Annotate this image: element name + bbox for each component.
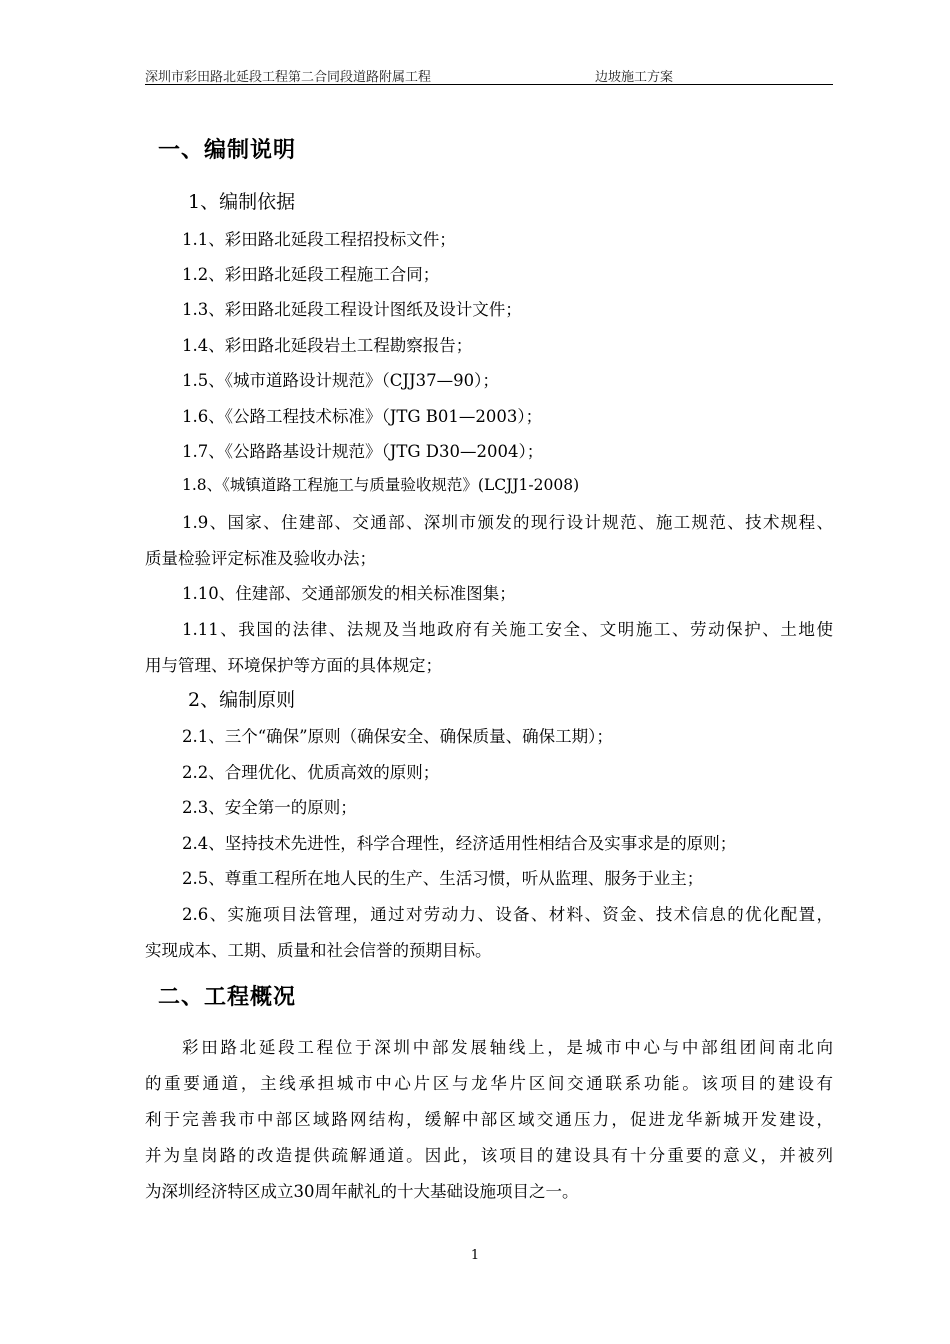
principle-item-4: 2.4、坚持技术先进性，科学合理性，经济适用性相结合及实事求是的原则； [182,834,737,853]
principle-item-6-line-1: 2.6、实施项目法管理，通过对劳动力、设备、材料、资金、技术信息的优化配置， [182,905,833,924]
principle-item-5: 2.5、尊重工程所在地人民的生产、生活习惯，听从监理、服务于业主； [182,869,704,888]
overview-paragraph-line-5: 为深圳经济特区成立30周年献礼的十大基础设施项目之一。 [145,1182,579,1201]
basis-item-4: 1.4、彩田路北延段岩土工程勘察报告； [182,336,473,355]
basis-item-5: 1.5、《城市道路设计规范》（CJJ37—90）； [182,371,499,390]
principle-item-2: 2.2、合理优化、优质高效的原则； [182,763,440,782]
principle-item-1: 2.1、三个“确保”原则（确保安全、确保质量、确保工期）； [182,727,613,746]
basis-item-2: 1.2、彩田路北延段工程施工合同； [182,265,440,284]
basis-item-10: 1.10、住建部、交通部颁发的相关标准图集； [182,584,516,603]
page-header [145,64,833,85]
subsection-2-title: 2、编制原则 [188,689,296,711]
section-1-title: 一、编制说明 [158,138,297,163]
overview-paragraph-line-3: 利于完善我市中部区域路网结构，缓解中部区域交通压力，促进龙华新城开发建设， [145,1110,833,1129]
principle-item-3: 2.3、安全第一的原则； [182,798,357,817]
header-project-name: 深圳市彩田路北延段工程第二合同段道路附属工程 [145,70,432,85]
basis-item-8: 1.8、《城镇道路工程施工与质量验收规范》(LCJJ1-2008) [182,476,580,494]
overview-paragraph-line-4: 并为皇岗路的改造提供疏解通道。因此，该项目的建设具有十分重要的意义，并被列 [145,1146,833,1165]
section-2-title: 二、工程概况 [158,985,297,1010]
principle-item-6-line-2: 实现成本、工期、质量和社会信誉的预期目标。 [145,941,492,960]
overview-paragraph-line-2: 的重要通道，主线承担城市中心片区与龙华片区间交通联系功能。该项目的建设有 [145,1074,833,1093]
basis-item-11-line-2: 用与管理、环境保护等方面的具体规定； [145,656,442,675]
basis-item-3: 1.3、彩田路北延段工程设计图纸及设计文件； [182,300,522,319]
basis-item-11-line-1: 1.11、我国的法律、法规及当地政府有关施工安全、文明施工、劳动保护、土地使 [182,620,833,639]
overview-paragraph-line-1: 彩田路北延段工程位于深圳中部发展轴线上，是城市中心与中部组团间南北向 [182,1038,833,1057]
basis-item-9-line-2: 质量检验评定标准及验收办法； [145,549,376,568]
subsection-1-title: 1、编制依据 [188,191,296,213]
page-number: 1 [470,1248,480,1263]
basis-item-9-line-1: 1.9、国家、住建部、交通部、深圳市颁发的现行设计规范、施工规范、技术规程、 [182,513,833,532]
basis-item-6: 1.6、《公路工程技术标准》（JTG B01—2003）； [182,407,543,426]
header-document-title: 边坡施工方案 [595,70,674,85]
basis-item-1: 1.1、彩田路北延段工程招投标文件； [182,230,456,249]
basis-item-7: 1.7、《公路路基设计规范》（JTG D30—2004）； [182,442,544,461]
